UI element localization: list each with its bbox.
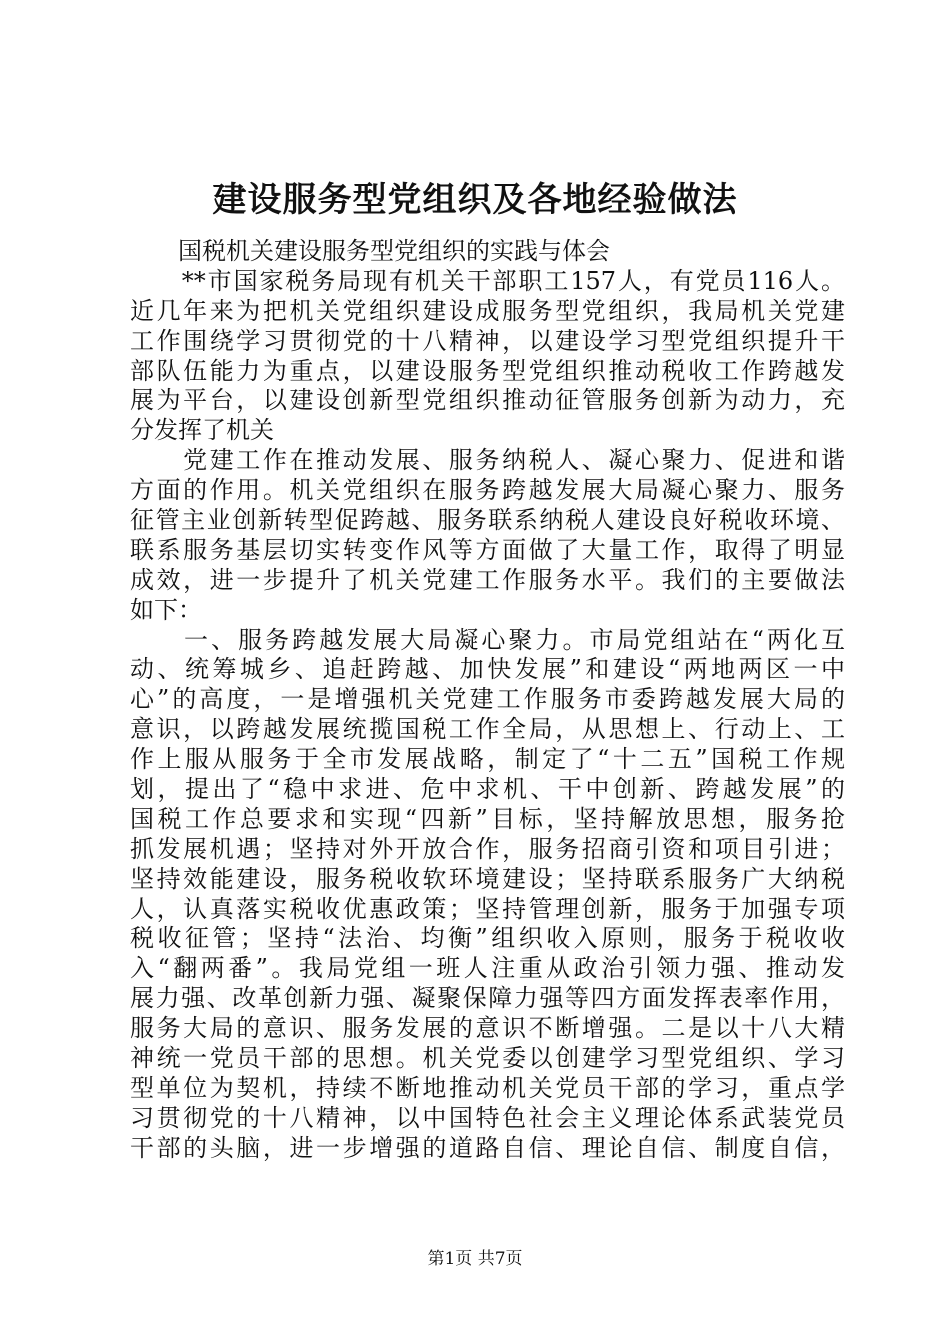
text-line: 方面的作用。机关党组织在服务跨越发展大局凝心聚力、服务 bbox=[130, 476, 845, 505]
text-line: 作上服从服务于全市发展战略，制定了“十二五”国税工作规 bbox=[130, 745, 845, 774]
text-line: 工作围绕学习贯彻党的十八精神，以建设学习型党组织提升干 bbox=[130, 326, 845, 355]
text-line: 习贯彻党的十八精神，以中国特色社会主义理论体系武装党员 bbox=[130, 1103, 845, 1132]
text-line: 成效，进一步提升了机关党建工作服务水平。我们的主要做法 bbox=[130, 565, 845, 594]
text-line: 国税工作总要求和实现“四新”目标，坚持解放思想，服务抢 bbox=[130, 804, 845, 833]
text-line: 抓发展机遇；坚持对外开放合作，服务招商引资和项目引进； bbox=[130, 834, 845, 863]
text-line: 入“翻两番”。我局党组一班人注重从政治引领力强、推动发 bbox=[130, 954, 845, 983]
text-line: 展为平台，以建设创新型党组织推动征管服务创新为动力，充 bbox=[130, 386, 845, 415]
text-line: 征管主业创新转型促跨越、服务联系纳税人建设良好税收环境、 bbox=[130, 506, 845, 535]
text-line: 干部的头脑，进一步增强的道路自信、理论自信、制度自信， bbox=[130, 1133, 845, 1162]
text-line: 联系服务基层切实转变作风等方面做了大量工作，取得了明显 bbox=[130, 535, 845, 564]
document-body bbox=[130, 237, 845, 1164]
text-line: 国税机关建设服务型党组织的实践与体会 bbox=[130, 237, 610, 265]
text-line: 近几年来为把机关党组织建设成服务型党组织，我局机关党建 bbox=[130, 296, 845, 325]
text-line: 党建工作在推动发展、服务纳税人、凝心聚力、促进和谐 bbox=[130, 446, 845, 475]
text-line: 坚持效能建设，服务税收软环境建设；坚持联系服务广大纳税 bbox=[130, 864, 845, 893]
text-line: 心”的高度，一是增强机关党建工作服务市委跨越发展大局的 bbox=[130, 685, 845, 714]
text-line: 意识，以跨越发展统揽国税工作全局，从思想上、行动上、工 bbox=[130, 715, 845, 744]
text-line: 分发挥了机关 bbox=[130, 416, 274, 445]
text-line: 税收征管；坚持“法治、均衡”组织收入原则，服务于税收收 bbox=[130, 924, 845, 953]
text-line: 人，认真落实税收优惠政策；坚持管理创新，服务于加强专项 bbox=[130, 894, 845, 923]
text-line: 部队伍能力为重点，以建设服务型党组织推动税收工作跨越发 bbox=[130, 356, 845, 385]
text-line: 展力强、改革创新力强、凝聚保障力强等四方面发挥表率作用， bbox=[130, 984, 845, 1013]
text-line: **市国家税务局现有机关干部职工157人，有党员116人。 bbox=[130, 266, 845, 295]
text-line: 划，提出了“稳中求进、危中求机、干中创新、跨越发展”的 bbox=[130, 775, 845, 804]
text-line: 神统一党员干部的思想。机关党委以创建学习型党组织、学习 bbox=[130, 1044, 845, 1073]
text-line: 服务大局的意识、服务发展的意识不断增强。二是以十八大精 bbox=[130, 1014, 845, 1043]
page-number: 第1页 共7页 bbox=[427, 1249, 523, 1269]
text-line: 如下： bbox=[130, 595, 202, 624]
document-title: 建设服务型党组织及各地经验做法 bbox=[212, 180, 738, 220]
text-line: 一、服务跨越发展大局凝心聚力。市局党组站在“两化互 bbox=[130, 625, 845, 654]
text-line: 型单位为契机，持续不断地推动机关党员干部的学习，重点学 bbox=[130, 1073, 845, 1102]
text-line: 动、统筹城乡、追赶跨越、加快发展”和建设“两地两区一中 bbox=[130, 655, 845, 684]
